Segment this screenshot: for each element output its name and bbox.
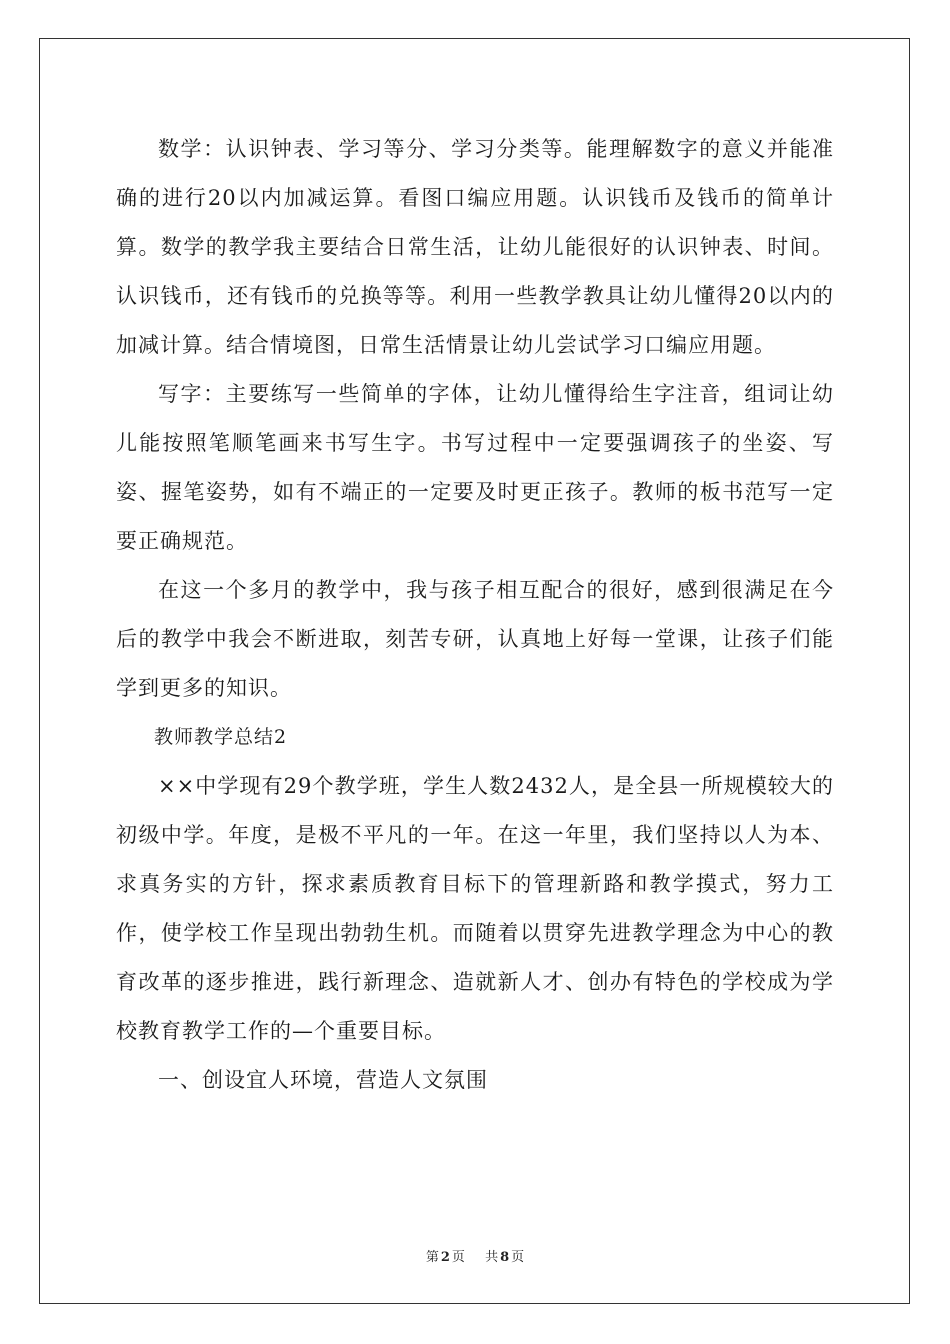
section-heading: 教师教学总结2 — [154, 726, 288, 748]
paragraph-summary: 在这一个多月的教学中，我与孩子相互配合的很好，感到很满足在今后的教学中我会不断进取，刻苦专研，认真地上好每一堂课，让孩子们能学到更多的知识。 — [116, 578, 834, 700]
current-page-number: 2 — [440, 1250, 450, 1265]
paragraph-writing: 写字：主要练写一些简单的字体，让幼儿懂得给生字注音，组词让幼儿能按照笔顺笔画来书写生字。书写过程中一定要强调孩子的坐姿、写姿、握笔姿势，如有不端正的一定要及时更正孩子。教师的板书范写一定要正确规范。 — [116, 382, 834, 553]
total-page-number: 8 — [500, 1250, 510, 1265]
document-body — [116, 125, 834, 1105]
paragraph-school-intro: ××中学现有29个教学班，学生人数2432人，是全县一所规模较大的初级中学。年度，是极不平凡的一年。在这一年里，我们坚持以人为本、求真务实的方针，探求素质教育目标下的管理新路和教学摸式，努力工作，使学校工作呈现出勃勃生机。而随着以贯穿先进教学理念为中心的教育改革的逐步推进，践行新理念、造就新人才、创办有特色的学校成为学校教育教学工作的—个重要目标。 — [116, 774, 834, 1043]
paragraph-section-one: 一、创设宜人环境，营造人文氛围 — [158, 1068, 488, 1092]
paragraph-math: 数学：认识钟表、学习等分、学习分类等。能理解数字的意义并能准确的进行20以内加减运算。看图口编应用题。认识钱币及钱币的简单计算。数学的教学我主要结合日常生活，让幼儿能很好的认识钟表、时间。认识钱币，还有钱币的兑换等等。利用一些教学教具让幼儿懂得20以内的加减计算。结合情境图，日常生活情景让幼儿尝试学习口编应用题。 — [116, 137, 834, 357]
page-footer — [0, 1246, 950, 1265]
total-pages-indicator: 共 8 页 — [485, 1250, 525, 1265]
page-indicator: 第 2 页 — [425, 1250, 465, 1265]
